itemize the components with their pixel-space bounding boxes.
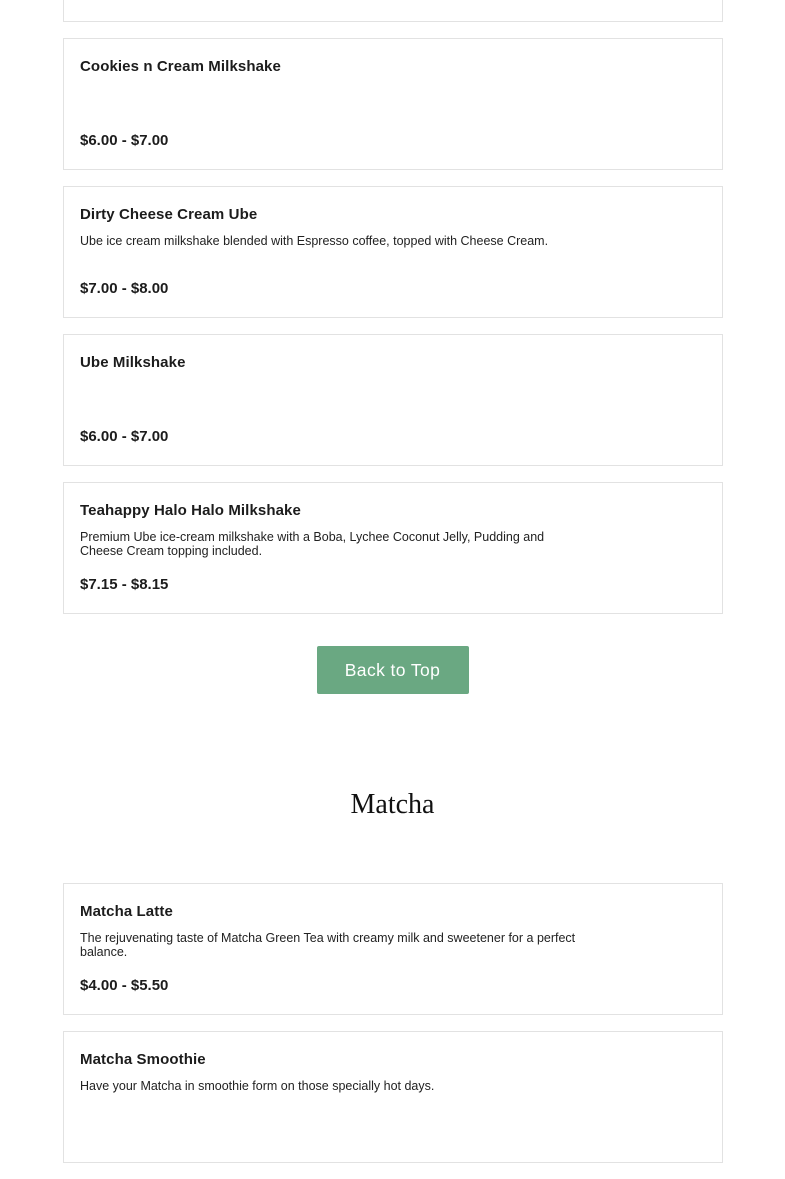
menu-item-card[interactable] — [63, 334, 723, 466]
menu-item-card[interactable] — [63, 38, 723, 170]
menu-item-card[interactable] — [63, 1031, 723, 1163]
section-title-matcha: Matcha — [350, 789, 435, 820]
menu-item-card[interactable] — [63, 883, 723, 1015]
item-description: Ube ice cream milkshake blended with Espresso coffee, topped with Cheese Cream. — [80, 234, 549, 248]
item-price: $7.00 - $8.00 — [80, 280, 169, 297]
menu-item-card[interactable] — [63, 482, 723, 614]
item-description: Have your Matcha in smoothie form on those specially hot days. — [80, 1079, 435, 1093]
item-price: $4.00 - $5.50 — [80, 977, 169, 994]
item-name: Ube Milkshake — [80, 354, 186, 371]
item-name: Matcha Smoothie — [80, 1051, 206, 1068]
back-to-top-button[interactable]: Back to Top — [317, 646, 469, 694]
item-price: $6.00 - $7.00 — [80, 428, 169, 445]
item-price: $6.00 - $7.00 — [80, 132, 169, 149]
item-name: Cookies n Cream Milkshake — [80, 58, 281, 75]
item-name: Dirty Cheese Cream Ube — [80, 206, 258, 223]
item-price: $7.15 - $8.15 — [80, 576, 169, 593]
item-description: The rejuvenating taste of Matcha Green Tea with creamy milk and sweetener for a perfect balance. — [80, 931, 576, 959]
item-name: Matcha Latte — [80, 903, 173, 920]
item-name: Teahappy Halo Halo Milkshake — [80, 502, 301, 519]
item-description: Premium Ube ice-cream milkshake with a Boba, Lychee Coconut Jelly, Pudding and Cheese Cream topping included. — [80, 530, 545, 558]
back-to-top-container — [0, 646, 785, 694]
item-price — [80, 0, 168, 1]
menu-item-card[interactable] — [63, 0, 723, 22]
menu-item-card[interactable] — [63, 186, 723, 318]
